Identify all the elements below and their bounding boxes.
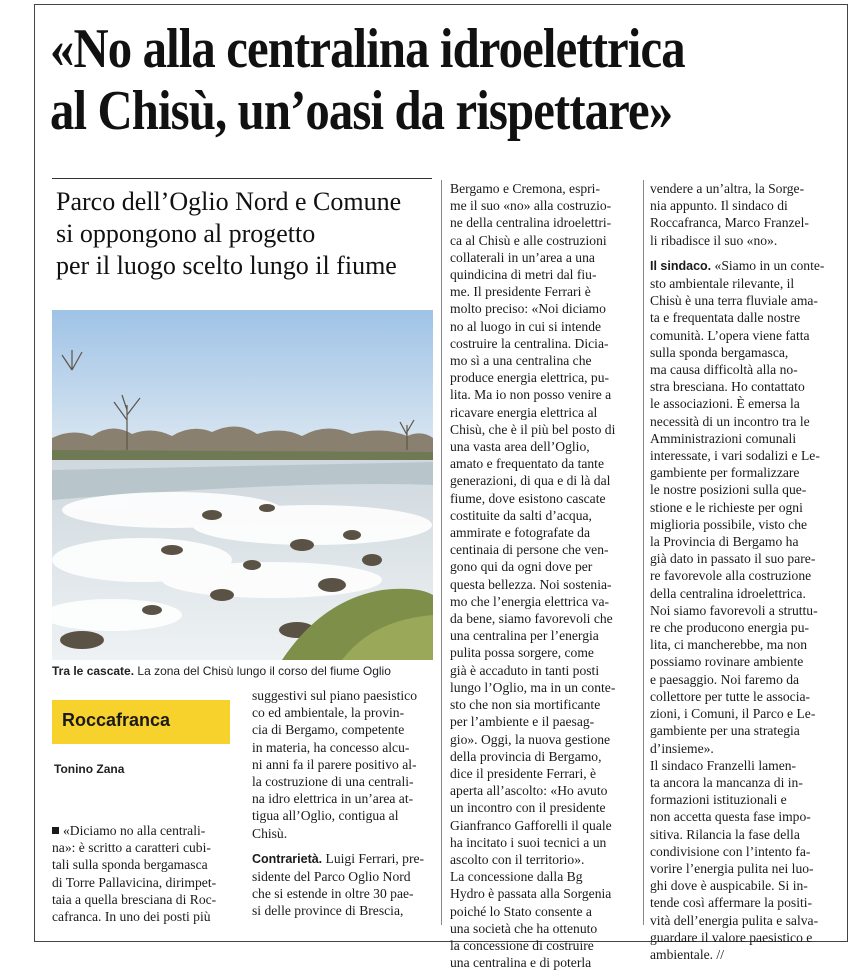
subhead-rule	[52, 178, 432, 179]
text-line: ha incitato i suoi tecnici a un	[450, 834, 607, 850]
text-line: costruire la centralina. Dicia-	[450, 335, 609, 351]
section-tag	[52, 700, 230, 744]
text-line: me. Il presidente Ferrari è	[450, 284, 591, 300]
text-line: sidente del Parco Oglio Nord	[252, 869, 411, 885]
subheadline	[56, 186, 436, 282]
text-line: ta ancora la mancanza di in-	[650, 774, 803, 790]
text-line: aperta all’ascolto: «Ho avuto	[450, 783, 608, 799]
text-line: di Torre Pallavicina, dirimpet-	[52, 874, 217, 890]
text-line: ghi dove è auspicabile. Si in-	[650, 878, 808, 894]
article-column-4	[650, 180, 838, 963]
text-line: già dato in passato il suo pare-	[650, 551, 816, 567]
text-line	[650, 249, 838, 257]
text-line: molto preciso: «Noi diciamo	[450, 301, 606, 317]
text-line: ni anni fa il parere positivo al-	[252, 756, 417, 772]
text-line: li ribadisce il suo «no».	[650, 232, 778, 248]
caption-bold: Tra le cascate.	[52, 664, 135, 678]
headline-line-1: «No alla centralina idroelettrica	[50, 18, 685, 80]
text-line: lungo l’Oglio, ma in un conte-	[450, 679, 616, 695]
river-waterfalls-photo	[52, 310, 433, 660]
text-line: me il suo «no» alla costruzio-	[450, 198, 612, 214]
text-line: comunità. L’opera viene fatta	[650, 327, 810, 343]
section-label: Roccafranca	[62, 710, 171, 730]
text-line: poiché lo Stato consente a	[450, 903, 592, 919]
text-line: sto ambientale rilevante, il	[650, 276, 795, 292]
headline-line-2: al Chisù, un’oasi da rispettare»	[50, 80, 673, 142]
text-line: mo sì a una centralina che	[450, 353, 592, 369]
text-line: no al luogo in cui si intende	[450, 318, 602, 334]
text-line: Noi siamo favorevoli a struttu-	[650, 602, 818, 618]
text-line: co ed ambientale, la provin-	[252, 705, 405, 721]
photo-caption	[52, 664, 442, 678]
text-line: ta e frequentata dalle nostre	[650, 310, 801, 326]
text-line: già è accaduto in tanti posti	[450, 662, 600, 678]
headline	[50, 18, 737, 142]
text-line: costituite da salti d’acqua,	[450, 507, 592, 523]
text-line: possiamo rovinare ambiente	[650, 654, 804, 670]
caption-text: La zona del Chisù lungo il corso del fiume Oglio	[134, 664, 391, 678]
text-line: ricavare energia elettrica al	[450, 404, 598, 420]
text-line: la concessione di costruire	[450, 937, 594, 953]
text-line: gambiente per una strategia	[650, 723, 800, 739]
text-line: Il sindaco Franzelli lamen-	[650, 757, 797, 773]
text-line: generazioni, di qua e di là dal	[450, 473, 611, 489]
text-line	[252, 842, 434, 850]
text-line: re favorevole alla costruzione	[650, 568, 812, 584]
text-line: tende così affermare la positi-	[650, 895, 813, 911]
text-line: tali sulla sponda bergamasca	[52, 857, 208, 873]
text-line: vità dell’energia pulita e salva-	[650, 912, 819, 928]
text-line: in materia, ha concesso alcu-	[252, 739, 410, 755]
text-line: gambiente per formalizzare	[650, 465, 800, 481]
text-line: e paesaggio. Noi faremo da	[650, 671, 800, 687]
text-line: ca al Chisù e alle costruzioni	[450, 232, 607, 248]
text-line: collaterali in un’area a una	[450, 249, 595, 265]
text-line: na»: è scritto a caratteri cubi-	[52, 840, 211, 856]
text-line: nia appunto. Il sindaco di	[650, 198, 788, 214]
text-line: stione e le richieste per ogni	[650, 499, 803, 515]
article-column-3	[450, 180, 638, 971]
text-line: re che producono energia pu-	[650, 620, 810, 636]
text-line: mo che l’energia elettrica va-	[450, 593, 610, 609]
text-line: la costruzione di una centrali-	[252, 774, 414, 790]
text-line: guardare il valore paesistico e	[650, 929, 813, 945]
text-line: vorire l’energia pulita nei luo-	[650, 860, 814, 876]
text-line: collettore per tutte le associa-	[650, 688, 811, 704]
column-divider	[643, 180, 644, 925]
text-line: non accetta questa fase impo-	[650, 809, 811, 825]
text-line: ambientale. //	[650, 946, 724, 962]
text-line: da bene, siamo favorevoli che	[450, 611, 613, 627]
text-line: ammirate e fotografate da	[450, 525, 591, 541]
text-line: Hydro è passata alla Sorgenia	[450, 886, 612, 902]
text-line: Chisù.	[252, 825, 288, 841]
text-line: della provincia di Bergamo,	[450, 748, 602, 764]
text-line: formazioni istituzionali e	[650, 792, 787, 808]
text-line: cia di Bergamo, competente	[252, 722, 405, 738]
text-line: zioni, i Comuni, il Parco e Le-	[650, 706, 816, 722]
text-line: La concessione dalla Bg	[450, 869, 583, 885]
text-line: suggestivi sul piano paesistico	[252, 688, 417, 703]
paragraph-lead: Il sindaco.	[650, 258, 712, 273]
text-line: na idro elettrica in un’area at-	[252, 791, 414, 807]
text-line: si delle province di Brescia,	[252, 903, 404, 919]
text-line: questa bellezza. Noi sostenia-	[450, 576, 612, 592]
text-line: Il sindaco. «Siamo in un conte-	[650, 257, 825, 273]
text-line: necessità di un incontro tra le	[650, 413, 810, 429]
text-line: sto che non sia mortificante	[450, 697, 601, 713]
text-line: Bergamo e Cremona, espri-	[450, 181, 600, 196]
text-line: le nostre posizioni sulla que-	[650, 482, 807, 498]
text-line: Gianfranco Gafforelli il quale	[450, 817, 612, 833]
text-line: d’insieme».	[650, 740, 714, 756]
text-line: miglioria possibile, visto che	[650, 516, 808, 532]
text-line: fiume, dove esistono cascate	[450, 490, 606, 506]
text-line: interessate, i vari sodalizi e Le-	[650, 448, 820, 464]
text-line: Contrarietà. Luigi Ferrari, pre-	[252, 850, 425, 866]
text-line: ascolto con il territorio».	[450, 851, 585, 867]
text-line: quindicina di metri dal fiu-	[450, 267, 597, 283]
bullet-icon	[52, 827, 59, 834]
text-line: Chisù è una terra fluviale ama-	[650, 293, 818, 309]
column-divider	[441, 180, 442, 925]
text-line: dice il presidente Ferrari, è	[450, 765, 597, 781]
text-line: una vasta area dell’Oglio,	[450, 439, 590, 455]
text-line: sitiva. Rilancia la fase della	[650, 826, 800, 842]
text-line: produce energia elettrica, pu-	[450, 370, 610, 386]
text-line: tigua all’Oglio, contigua al	[252, 808, 399, 824]
text-line: lita, ci mancherebbe, ma non	[650, 637, 808, 653]
text-line: cafranca. In uno dei posti più	[52, 909, 211, 925]
text-line: lita. Ma io non posso venire a	[450, 387, 612, 403]
text-line: Roccafranca, Marco Franzel-	[650, 215, 809, 231]
text-line: Amministrazioni comunali	[650, 430, 797, 446]
text-line: pulita possa sorgere, come	[450, 645, 594, 661]
text-line: una società che ha ottenuto	[450, 920, 598, 936]
article-column-1	[52, 822, 242, 925]
subhead-line: si oppongono al progetto	[56, 219, 316, 248]
text-line: della centralina idroelettrica.	[650, 585, 806, 601]
text-line: la Provincia di Bergamo ha	[650, 534, 799, 550]
text-line: una centralina per l’energia	[450, 628, 599, 644]
text-line: ma causa difficoltà alla no-	[650, 362, 798, 378]
text-line: amato e frequentato da tante	[450, 456, 604, 472]
text-line: che si estende in oltre 30 pae-	[252, 886, 414, 902]
text-line: un incontro con il presidente	[450, 800, 606, 816]
paragraph-lead: Contrarietà.	[252, 851, 323, 866]
text-line: centinaia di persone che ven-	[450, 542, 609, 558]
text-line: una centralina e di poterla	[450, 955, 592, 971]
author-byline: Tonino Zana	[54, 762, 125, 776]
text-line: Chisù, che è il più bel posto di	[450, 421, 616, 437]
subhead-line: per il luogo scelto lungo il fiume	[56, 251, 397, 280]
subhead-line: Parco dell’Oglio Nord e Comune	[56, 187, 402, 216]
text-line: taia a quella bresciana di Roc-	[52, 891, 217, 907]
text-line: le associazioni. È emersa la	[650, 396, 800, 412]
text-line: sulla sponda bergamasca,	[650, 344, 789, 360]
text-line: stra bresciana. Ho contattato	[650, 379, 805, 395]
text-line: gio». Oggi, la nuova gestione	[450, 731, 611, 747]
text-line: «Diciamo no alla centrali-	[52, 822, 242, 839]
article-column-2	[252, 687, 434, 920]
text-line: condivisione con l’intento fa-	[650, 843, 811, 859]
text-line: per l’ambiente e il paesag-	[450, 714, 595, 730]
text-line: gono qui da ogni dove per	[450, 559, 593, 575]
text-line: vendere a un’altra, la Sorge-	[650, 181, 805, 196]
text-line: ne della centralina idroelettri-	[450, 215, 612, 231]
